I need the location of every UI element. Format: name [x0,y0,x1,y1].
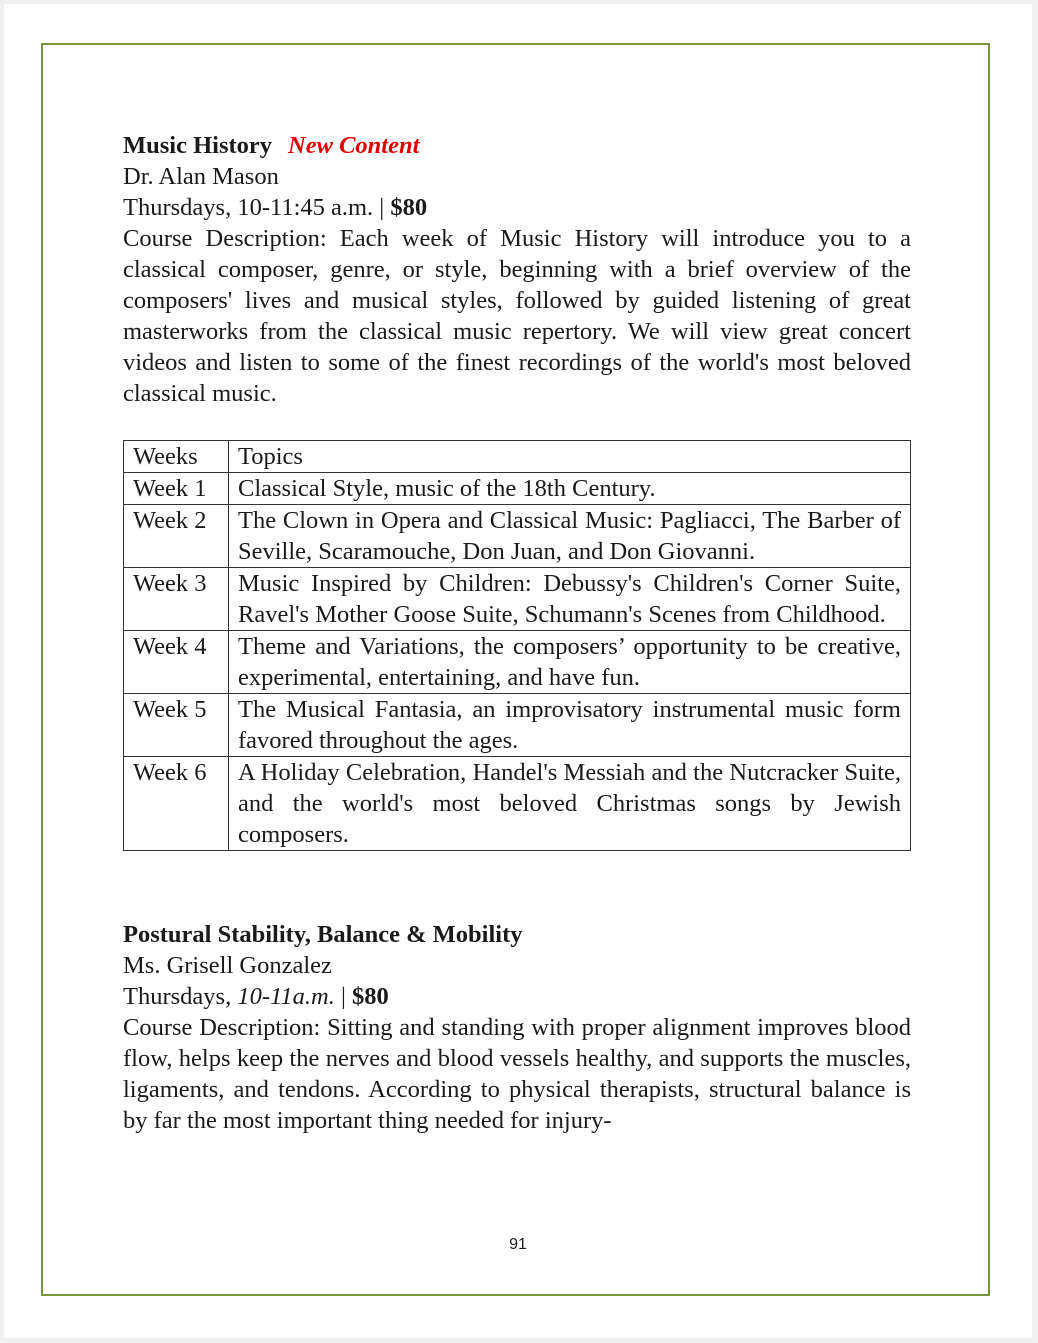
course-heading [123,130,911,161]
weekly-topics-table [123,440,911,851]
week-cell: Week 4 [124,631,229,694]
schedule-time: , 10-11a.m. [225,983,335,1010]
table-row [124,631,911,694]
course-price: $80 [352,983,389,1010]
table-row [124,757,911,851]
week-cell: Week 6 [124,757,229,851]
course-schedule [123,192,911,223]
week-cell: Week 2 [124,505,229,568]
table-row [124,694,911,757]
course-schedule [123,981,911,1012]
course-title: Postural Stability, Balance & Mobility [123,921,523,948]
schedule-day: Thursdays [123,983,226,1010]
topic-cell: Theme and Variations, the composers’ opportunity to be creative, experimental, entertaining, and have fun. [229,631,911,694]
schedule-separator: | [334,983,353,1010]
course-price: $80 [390,194,428,221]
topic-cell: The Musical Fantasia, an improvisatory instrumental music form favored throughout the ages. [229,694,911,757]
page-number: 91 [509,1236,527,1253]
postural-stability-section [123,919,911,1136]
document-page [4,4,1032,1338]
course-description: Course Description: Each week of Music History will introduce you to a classical composer, genre, or style, beginning with a brief overview of the composers' lives and musical styles, followed by guided listening of great masterworks from the classical music repertory. We will view great concert videos and listen to some of the finest recordings of the world's most beloved classical music. [123,225,911,407]
instructor-name: Dr. Alan Mason [123,163,279,190]
table-row [124,505,911,568]
week-cell: Week 5 [124,694,229,757]
course-title: Music History [123,132,273,159]
music-history-section [123,130,911,851]
topic-cell: A Holiday Celebration, Handel's Messiah and the Nutcracker Suite, and the world's most beloved Christmas songs by Jewish composers. [229,757,911,851]
topic-cell: Music Inspired by Children: Debussy's Children's Corner Suite, Ravel's Mother Goose Suite, Schumann's Scenes from Childhood. [229,568,911,631]
topic-cell: Classical Style, music of the 18th Century. [229,473,911,505]
schedule-text: Thursdays, 10-11:45 a.m. | [123,194,391,221]
table-row [124,568,911,631]
week-cell: Week 3 [124,568,229,631]
table-header-row [124,441,911,473]
page-content [123,130,911,1136]
week-cell: Week 1 [124,473,229,505]
weeks-header: Weeks [124,441,229,473]
course-description: Course Description: Sitting and standing with proper alignment improves blood flow, helps keep the nerves and blood vessels healthy, and supports the muscles, ligaments, and tendons. According to physical therapists, structural balance is by far the most important thing needed for injury- [123,1014,911,1134]
table-row [124,473,911,505]
new-content-tag: New Content [288,132,420,159]
topic-cell: The Clown in Opera and Classical Music: Pagliacci, The Barber of Seville, Scaramouche, Don Juan, and Don Giovanni. [229,505,911,568]
instructor-name: Ms. Grisell Gonzalez [123,952,332,979]
topics-header: Topics [229,441,911,473]
